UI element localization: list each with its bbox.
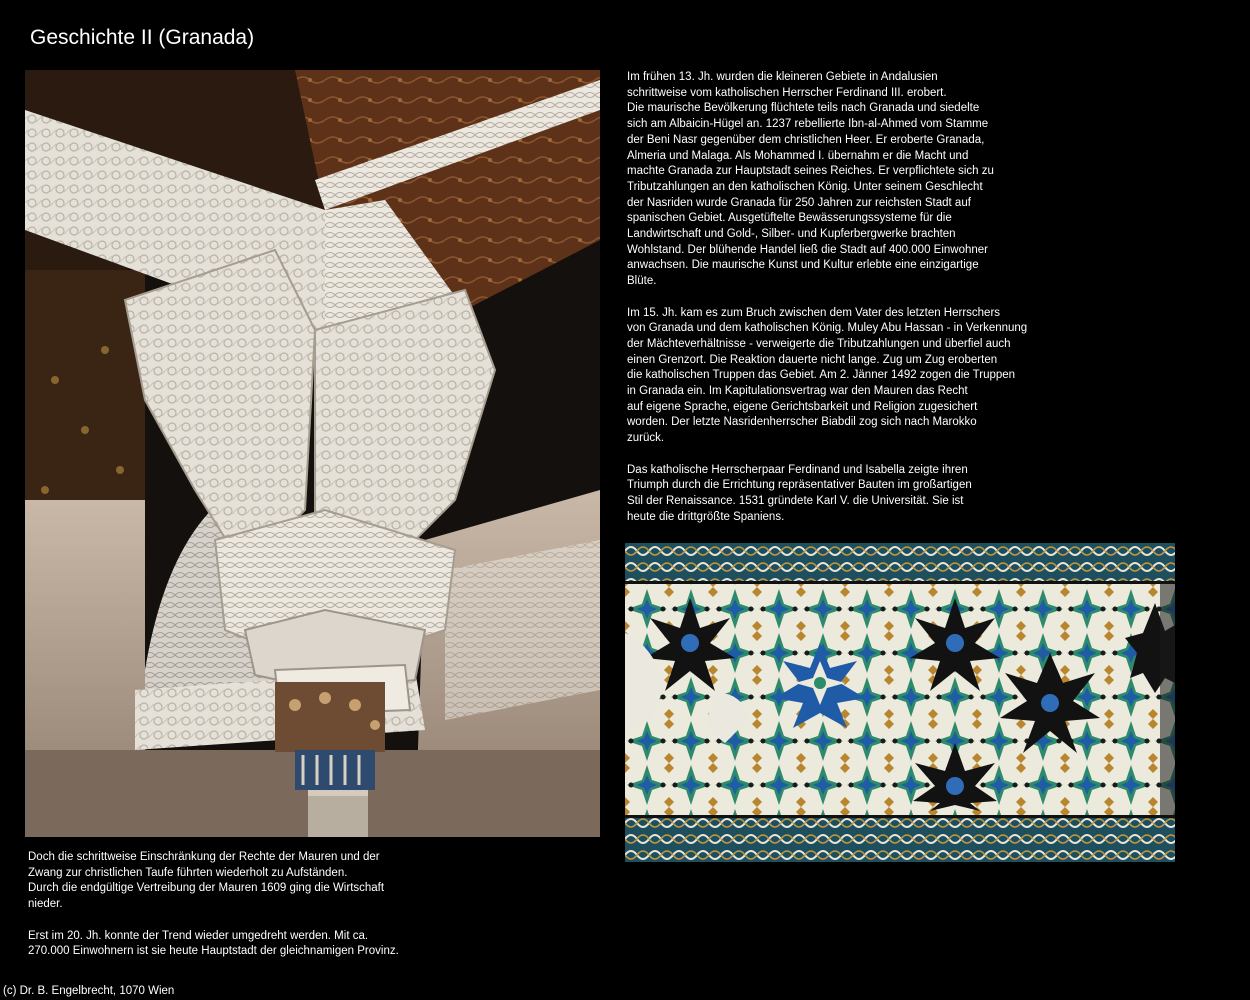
paragraph-renaissance: Das katholische Herrscherpaar Ferdinand und Isabella zeigte ihren Triumph durch die Errichtung repräsentativer Bauten im großartigen Stil der Renaissance. 1531 gründete Karl V. die Universität. Sie ist heute die drittgrößte Spaniens. — [627, 463, 972, 523]
paragraph-20th-century: Erst im 20. Jh. konnte der Trend wieder umgedreht werden. Mit ca. 270.000 Einwohnern ist sie heute Hauptstadt der gleichnamigen Provinz. — [28, 929, 399, 958]
copyright-notice: (c) Dr. B. Engelbrecht, 1070 Wien — [3, 985, 175, 997]
photo-azulejo-tiles — [625, 543, 1175, 862]
history-text-main — [627, 70, 1067, 525]
paragraph-15th-century: Im 15. Jh. kam es zum Bruch zwischen dem Vater des letzten Herrschers von Granada und dem katholischen König. Muley Abu Hassan - in Verkennung der Mächteverhältnisse - verweigerte die Tributzahlungen und überfiel auch einen Grenzort. Die Reaktion dauerte nicht lange. Zug um Zug eroberten die katholischen Truppen das Gebiet. Am 2. Jänner 1492 zogen die Truppen in Granada ein. Im Kapitulationsvertrag war den Mauren das Recht auf eigene Sprache, eigene Gerichtsbarkeit und Religion zugesichert worden. Der letzte Nasridenherrscher Biabdil zog sich nach Marokko zurück. — [627, 306, 1028, 445]
paragraph-expulsion: Doch die schrittweise Einschränkung der Rechte der Mauren und der Zwang zur christlichen Taufe führten wiederholt zu Aufständen. Durch die endgültige Vertreibung der Mauren 1609 ging die Wirtschaft nieder. — [28, 851, 385, 911]
paragraph-13th-century: Im frühen 13. Jh. wurden die kleineren Gebiete in Andalusien schrittweise vom katholischen Herrscher Ferdinand III. erobert. Die maurische Bevölkerung flüchtete teils nach Granada und siedelte sich am Albaicin-Hügel an. 1237 rebellierte Ibn-al-Ahmed vom Stamme der Beni Nasr gegenüber dem christlichen Heer. Er eroberte Granada, Almeria und Malaga. Als Mohammed I. übernahm er die Macht und machte Granada zur Hauptstadt seines Reiches. Er verpflichtete sich zu Tributzahlungen an den katholischen König. Unter seinem Geschlecht der Nasriden wurde Granada für 250 Jahren zur reichsten Stadt auf spanischen Gebiet. Ausgetüftelte Bewässerungssysteme für die Landwirtschaft und Gold-, Silber- und Kupferbergwerke brachten Wohlstand. Der blühende Handel ließ die Stadt auf 400.000 Einwohner anwachsen. Die maurische Kunst und Kultur erlebte eine einzigartige Blüte. — [627, 71, 994, 288]
photo-stucco-capital — [25, 70, 600, 837]
history-text-bottom — [28, 850, 448, 960]
page-title: Geschichte II (Granada) — [30, 26, 255, 49]
